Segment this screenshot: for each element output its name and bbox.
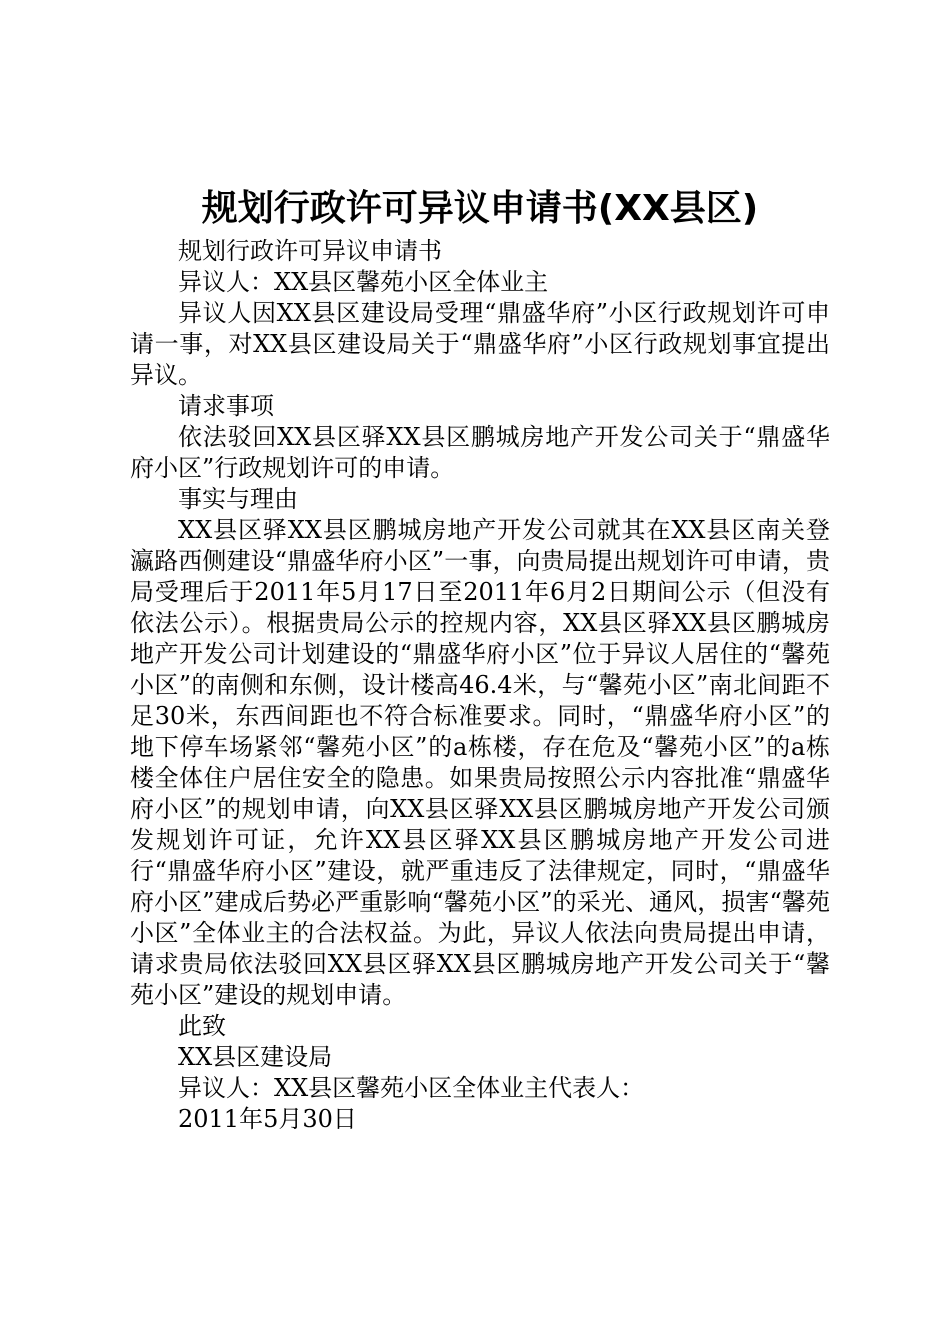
facts-paragraph: XX县区驿XX县区鹏城房地产开发公司就其在XX县区南关登瀛路西侧建设“鼎盛华府小区”一事，向贵局提出规划许可申请，贵局受理后于2011年5月17日至2011年6月2日期间公示（但没有依法公示）。根据贵局公示的控规内容，XX县区驿XX县区鹏城房地产开发公司计划建设的“鼎盛华府小区”位于异议人居住的“馨苑小区”的南侧和东侧，设计楼高46.4米，与“馨苑小区”南北间距不足30米，东西间距也不符合标准要求。同时，“鼎盛华府小区”的地下停车场紧邻“馨苑小区”的a栋楼，存在危及“馨苑小区”的a栋楼全体住户居住安全的隐患。如果贵局按照公示内容批准“鼎盛华府小区”的规划申请，向XX县区驿XX县区鹏城房地产开发公司颁发规划许可证，允许XX县区驿XX县区鹏城房地产开发公司进行“鼎盛华府小区”建设，就严重违反了法律规定，同时，“鼎盛华府小区”建成后势必严重影响“馨苑小区”的采光、通风，损害“馨苑小区”全体业主的合法权益。为此，异议人依法向贵局提出申请，请求贵局依法驳回XX县区驿XX县区鹏城房地产开发公司关于“馨苑小区”建设的规划申请。 (130, 516, 830, 1009)
objector-paragraph: 异议人：XX县区馨苑小区全体业主 (178, 268, 549, 296)
request-heading: 请求事项 (178, 392, 274, 420)
document-title: 规划行政许可异议申请书(XX县区) (201, 188, 759, 229)
heading-paragraph: 规划行政许可异议申请书 (178, 237, 442, 265)
closing-salutation: 此致 (178, 1012, 226, 1040)
date-line: 2011年5月30日 (178, 1105, 357, 1133)
intro-paragraph: 异议人因XX县区建设局受理“鼎盛华府”小区行政规划许可申请一事，对XX县区建设局关于“鼎盛华府”小区行政规划事宜提出异议。 (130, 299, 830, 389)
document-page (130, 182, 830, 1135)
recipient: XX县区建设局 (178, 1043, 333, 1071)
signature-line: 异议人：XX县区馨苑小区全体业主代表人： (178, 1074, 645, 1102)
facts-heading: 事实与理由 (178, 485, 298, 513)
request-paragraph: 依法驳回XX县区驿XX县区鹏城房地产开发公司关于“鼎盛华府小区”行政规划许可的申请。 (130, 423, 830, 482)
